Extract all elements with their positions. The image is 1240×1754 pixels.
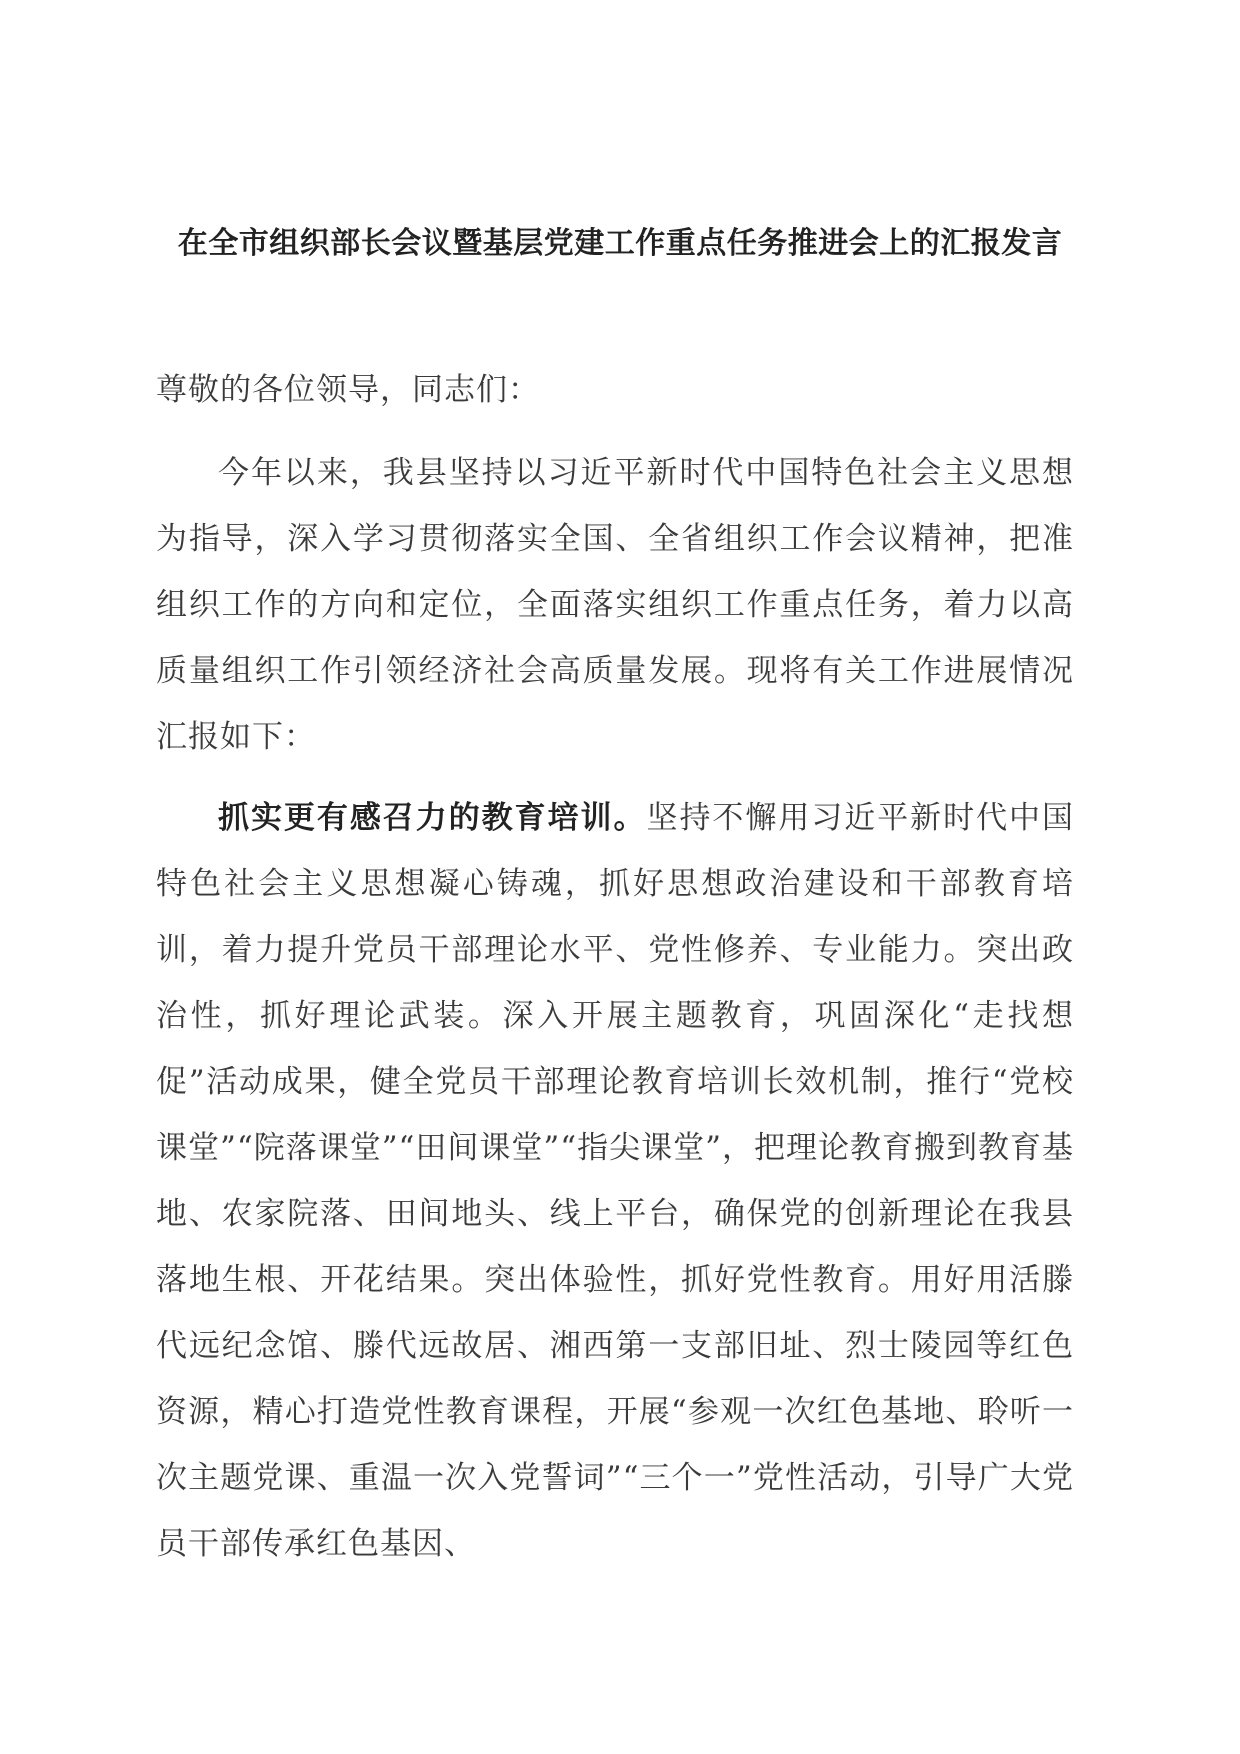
paragraph-education-training bbox=[156, 785, 1074, 1577]
paragraph-intro bbox=[156, 440, 1074, 770]
document-title: 在全市组织部长会议暨基层党建工作重点任务推进会上的汇报发言 bbox=[177, 226, 1063, 261]
paragraph-lead-heading: 抓实更有感召力的教育培训。 bbox=[218, 800, 647, 836]
salutation: 尊敬的各位领导，同志们： bbox=[156, 372, 540, 408]
paragraph-text: 坚持不懈用习近平新时代中国特色社会主义思想凝心铸魂，抓好思想政治建设和干部教育培训，着力提升党员干部理论水平、党性修养、专业能力。突出政治性，抓好理论武装。深入开展主题教育，巩固深化“走找想促”活动成果，健全党员干部理论教育培训长效机制，推行“党校课堂”“院落课堂”“田间课堂”“指尖课堂”，把理论教育搬到教育基地、农家院落、田间地头、线上平台，确保党的创新理论在我县落地生根、开花结果。突出体验性，抓好党性教育。用好用活滕代远纪念馆、滕代远故居、湘西第一支部旧址、烈士陵园等红色资源，精心打造党性教育课程，开展“参观一次红色基地、聆听一次主题党课、重温一次入党誓词”“三个一”党性活动，引导广大党员干部传承红色基因、 bbox=[156, 800, 1075, 1562]
paragraph-text: 今年以来，我县坚持以习近平新时代中国特色社会主义思想为指导，深入学习贯彻落实全国、全省组织工作会议精神，把准组织工作的方向和定位，全面落实组织工作重点任务，着力以高质量组织工作引领经济社会高质量发展。现将有关工作进展情况汇报如下： bbox=[156, 455, 1074, 755]
